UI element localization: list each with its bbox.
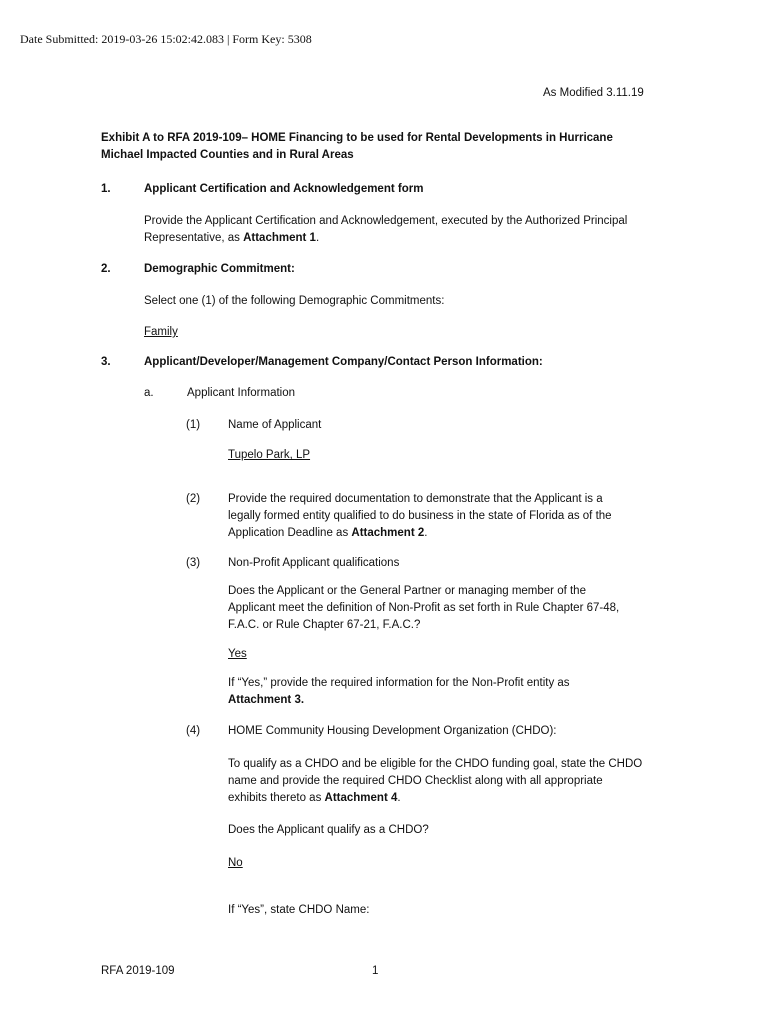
section-2-heading: Demographic Commitment: [144, 263, 295, 275]
item-2-line-3-post: . [424, 527, 428, 539]
attachment-1-ref: Attachment 1 [243, 232, 316, 244]
sub-a-label: Applicant Information [187, 387, 296, 399]
applicant-name-answer: Tupelo Park, LP [228, 449, 311, 461]
item-2-line-2: legally formed entity qualified to do business in the state of Florida as of the [228, 510, 612, 522]
nonprofit-answer: Yes [228, 648, 247, 660]
section-3-number: 3. [101, 356, 111, 368]
item-3-q-line-3: F.A.C. or Rule Chapter 67-21, F.A.C.? [228, 619, 421, 631]
document-title [101, 130, 701, 164]
attachment-4-ref: Attachment 4 [324, 792, 398, 804]
item-2-line-3 [228, 525, 688, 542]
section-1-text-line-1: Provide the Applicant Certification and Acknowledgement, executed by the Authorized Principal [144, 215, 628, 227]
section-1-heading: Applicant Certification and Acknowledgement form [144, 183, 424, 195]
item-4-q-line-3-post: . [397, 792, 401, 804]
title-line-2: Michael Impacted Counties and in Rural Areas [101, 149, 354, 161]
item-4-q-line-2: name and provide the required CHDO Checklist along with all appropriate [228, 775, 603, 787]
item-4-q-line-1: To qualify as a CHDO and be eligible for the CHDO funding goal, state the CHDO [228, 758, 643, 770]
chdo-name-prompt: If “Yes”, state CHDO Name: [228, 904, 370, 916]
footer-rfa: RFA 2019-109 [101, 965, 175, 977]
modified-date: As Modified 3.11.19 [543, 87, 644, 99]
item-2-number: (2) [186, 493, 201, 505]
item-3-if-yes [228, 675, 688, 709]
item-4-label: HOME Community Housing Development Organization (CHDO): [228, 725, 557, 737]
demographic-answer: Family [144, 326, 178, 338]
page-number: 1 [372, 965, 379, 977]
item-3-label: Non-Profit Applicant qualifications [228, 557, 400, 569]
item-2-line-3-pre: Application Deadline as [228, 527, 352, 539]
item-4-question [228, 756, 688, 807]
chdo-qualify-question: Does the Applicant qualify as a CHDO? [228, 824, 429, 836]
submission-info: Date Submitted: 2019-03-26 15:02:42.083 | Form Key: 5308 [20, 32, 312, 46]
item-3-if-line-1: If “Yes,” provide the required information for the Non-Profit entity as [228, 677, 570, 689]
sub-a-letter: a. [144, 387, 154, 399]
chdo-answer: No [228, 857, 243, 869]
item-1-number: (1) [186, 419, 201, 431]
item-2-line-1: Provide the required documentation to demonstrate that the Applicant is a [228, 493, 603, 505]
section-3-heading: Applicant/Developer/Management Company/Contact Person Information: [144, 356, 543, 368]
item-4-number: (4) [186, 725, 201, 737]
section-1-text [144, 213, 704, 247]
item-2-text [228, 491, 688, 542]
item-4-q-line-3-pre: exhibits thereto as [228, 792, 325, 804]
section-1-text-pre: Representative, as [144, 232, 244, 244]
section-1-text-line-2 [144, 230, 704, 247]
section-2-instruction: Select one (1) of the following Demographic Commitments: [144, 295, 445, 307]
attachment-3-ref: Attachment 3. [228, 694, 305, 706]
item-3-number: (3) [186, 557, 201, 569]
item-3-question [228, 583, 688, 634]
item-3-q-line-1: Does the Applicant or the General Partner or managing member of the [228, 585, 586, 597]
item-4-q-line-3 [228, 790, 688, 807]
section-1-text-post: . [315, 232, 320, 244]
section-2-number: 2. [101, 263, 111, 275]
section-1-number: 1. [101, 183, 111, 195]
attachment-2-ref: Attachment 2 [351, 527, 425, 539]
title-line-1: Exhibit A to RFA 2019-109– HOME Financing to be used for Rental Developments in Hurricane [101, 132, 613, 144]
item-1-label: Name of Applicant [228, 419, 322, 431]
item-3-q-line-2: Applicant meet the definition of Non-Profit as set forth in Rule Chapter 67-48, [228, 602, 620, 614]
